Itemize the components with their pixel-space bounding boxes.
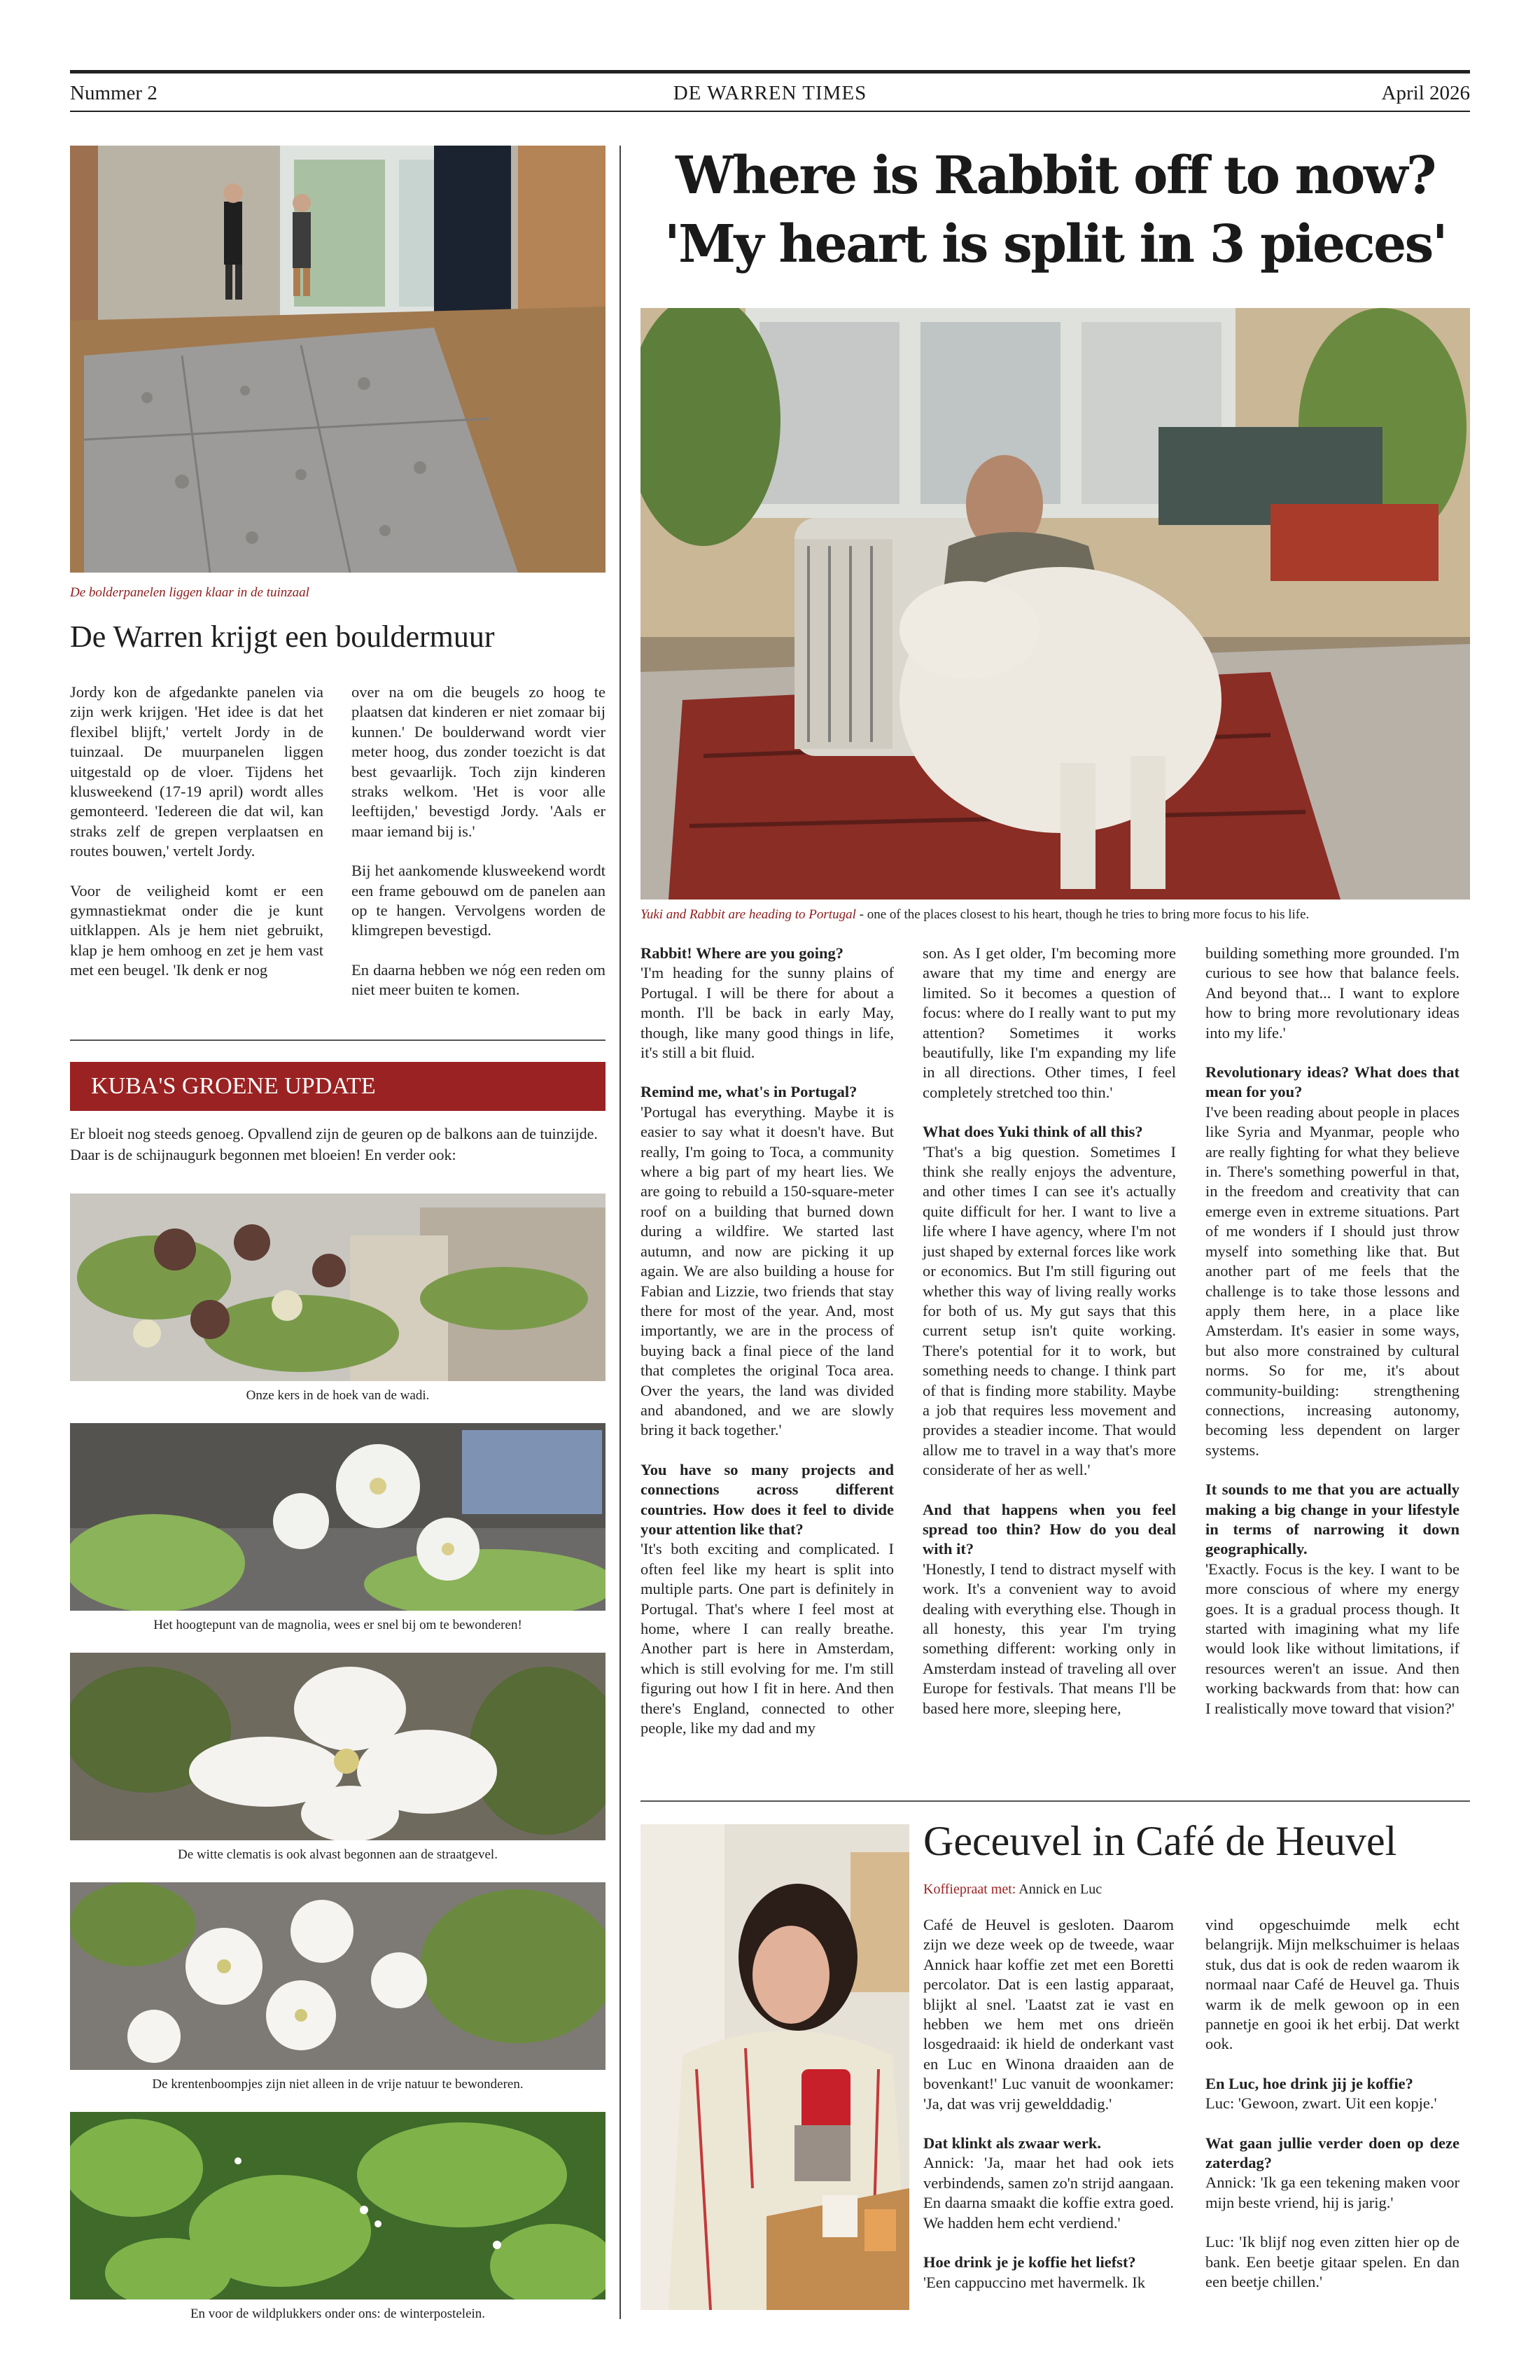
interview-block <box>640 944 894 1063</box>
interview-block <box>1205 2074 1460 2114</box>
kuba-intro: Er bloeit nog steeds genoeg. Opvallend zijn de geuren op de balkons aan de tuinzijde. Daar is de schijnaugurk begonnen met bloeien! En verder ook: <box>70 1125 598 1163</box>
paragraph: Voor de veiligheid komt er een gymnastiekmat onder die je kunt uitklappen. Als je hem niet gebruikt, klap je hem omhoog en zet je hem vast met een beugel. 'Ik denk er nog <box>70 881 323 979</box>
issue-number: Nummer 2 <box>70 82 158 104</box>
interview-block <box>923 1500 1176 1718</box>
boulder-column-1 <box>70 682 323 1000</box>
column-divider <box>620 146 621 2319</box>
interview-block <box>1205 1915 1460 2054</box>
interview-answer: vind opgeschuimde melk echt belangrijk. Mijn melkschuimer is helaas stuk, dus dat is ook de reden waarom ik normaal naar Café de Heuvel ga. Thuis warm ik de melk gewoon op in een pannetje en gooi ik het erbij. Dat werkt ook. <box>1205 1916 1460 2053</box>
masthead-top-rule <box>70 70 1470 74</box>
geceuvel-kicker <box>923 1882 1102 1898</box>
kuba-caption-1: Onze kers in de hoek van de wadi. <box>246 1388 430 1403</box>
annick-coffee-photo <box>640 1824 909 2310</box>
interview-answer: 'I'm heading for the sunny plains of Portugal. I will be there for about a month. I'll be back in early May, though, like many good things in life, it's still a bit fluid. <box>640 964 894 1062</box>
rabbit-headline-line-2: 'My heart is split in 3 pieces' <box>664 214 1446 274</box>
serviceberry-photo <box>70 1882 606 2070</box>
magnolia-blossom-photo <box>70 1423 606 1611</box>
paragraph: over na om die beugels zo hoog te plaatsen dat kinderen er niet zomaar bij kunnen.' De boulderwand wordt vier meter hoog, dus zonder toezicht is dat best gevaarlijk. Toch zijn kinderen straks welkom. 'Het is voor alle leeftijden,' bevestigd Jordy. 'Aals er maar iemand bij is.' <box>351 683 606 840</box>
interview-question: Rabbit! Where are you going? <box>640 944 844 962</box>
interview-question: And that happens when you feel spread too thin? How do you deal with it? <box>923 1500 1176 1558</box>
rabbit-and-dog-photo <box>640 308 1470 899</box>
interview-question: What does Yuki think of all this? <box>923 1123 1143 1141</box>
interview-question: You have so many projects and connections across different countries. How does it feel to divide your attention like that? <box>640 1460 894 1538</box>
interview-answer: 'Portugal has everything. Maybe it is easier to say what it doesn't have. But really, I'm going to Toca, a community where a big part of my heart lies. We are going to rebuild a 150-square-meter roof on a building that burned down during a wildfire. We started last autumn, and now are picking it up again. We are also building a house for Fabian and Lizzie, two friends that stay there for most of the year. And, most importantly, we are in the process of buying back a final piece of the land that completes the original Toca area. Over the years, the land was divided and abandoned, and we are slowly bring it back together.' <box>640 1102 894 1439</box>
kuba-caption-3: De witte clematis is ook alvast begonnen aan de straatgevel. <box>178 1847 498 1862</box>
interview-block <box>640 1082 894 1440</box>
interview-answer: Annick: 'Ik ga een tekening maken voor mijn beste vriend, hij is jarig.' <box>1205 2174 1460 2211</box>
newspaper-title: DE WARREN TIMES <box>673 82 867 104</box>
rabbit-headline <box>640 141 1470 279</box>
boulder-photo-caption: De bolderpanelen liggen klaar in de tuinzaal <box>70 585 309 600</box>
interview-answer: Luc: 'Ik blijf nog even zitten hier op de bank. Een beetje gitaar spelen. En dan een beetje chillen.' <box>1205 2233 1460 2291</box>
interview-block <box>1205 2232 1460 2292</box>
interview-answer: 'Honestly, I tend to distract myself with work. It's a convenient way to avoid dealing with everything else. Though in all honesty, this year I'm trying something different: working only in Amsterdam instead of traveling all over Europe for festivals. That means I'll be based here more, sleeping here, <box>923 1560 1176 1717</box>
rabbit-column-1 <box>640 944 894 1758</box>
rabbit-caption-rest: - one of the places closest to his heart, though he tries to bring more focus to his life. <box>855 907 1310 922</box>
boulder-column-2 <box>351 682 606 1020</box>
interview-block <box>923 1122 1176 1480</box>
interview-block <box>923 944 1176 1102</box>
interview-answer: 'Exactly. Focus is the key. I want to be more conscious of where my energy goes. It is a gradual process though. It started with imagining what my life would look like without limitations, if resources weren't an issue. And then working backwards from that: how can I realistically move toward that vision?' <box>1205 1560 1460 1717</box>
paragraph: Bij het aankomende klusweekend wordt een frame gebouwd om de panelen aan op te hangen. Vervolgens worden de klimgrepen bevestigd. <box>351 862 606 939</box>
interview-answer: I've been reading about people in places like Syria and Myanmar, people who are really fighting for what they believe in. There's something powerful in that, in the freedom and creativity that can emerge even in extreme situations. Part of me wonders if I should just throw myself into something like that. But another part of me feels that the challenge is to take those lessons and apply them here, in a place like Amsterdam. It's easier in some ways, but also more constrained by cultural norms. So for me, it's about community-building: strengthening connections, increasing autonomy, becoming less dependent on larger systems. <box>1205 1102 1460 1459</box>
interview-question: Revolutionary ideas? What does that mean for you? <box>1205 1063 1460 1101</box>
interview-answer: son. As I get older, I'm becoming more aware that my time and energy are limited. So it becomes a question of focus: where do I really want to put my attention? Sometimes it works beautifully, like I'm expanding my life in all directions. Other times, I feel completely stretched too thin.' <box>923 944 1176 1101</box>
interview-block <box>640 1460 894 1739</box>
interview-question: It sounds to me that you are actually making a big change in your lifestyle in terms of narrowing it down geographically. <box>1205 1480 1460 1558</box>
boulder-headline: De Warren krijgt een bouldermuur <box>70 620 495 654</box>
interview-question: Dat klinkt als zwaar werk. <box>923 2134 1101 2152</box>
interview-answer: Café de Heuvel is gesloten. Daarom zijn we deze week op de tweede, waar Annick haar koffie zet met een Boretti percolator. Dat is een lastig apparaat, blijkt al snel. 'Laatst zat ie vast en hebben we hem met ons drieën losgedraaid: ik hield de onderkant vast en Luc en Winona draaiden aan de bovenkant!' Luc vanuit de woonkamer: 'Ja, dat was vrij gewelddadig.' <box>923 1916 1174 2113</box>
kuba-caption-4: De krentenboompjes zijn niet alleen in de vrije natuur te bewonderen. <box>152 2077 524 2092</box>
rabbit-headline-line-1: Where is Rabbit off to now? <box>676 146 1435 206</box>
rabbit-caption-italic: Yuki and Rabbit are heading to Portugal <box>640 907 856 922</box>
paragraph: En daarna hebben we nóg een reden om niet meer buiten te komen. <box>351 960 606 999</box>
geceuvel-column-1 <box>923 1915 1174 2312</box>
left-section-divider <box>70 1040 606 1041</box>
interview-answer: Luc: 'Gewoon, zwart. Uit een kopje.' <box>1205 2094 1437 2113</box>
interview-answer: 'It's both exciting and complicated. I often feel like my heart is split into multiple parts. One part is definitely in Portugal. That's where I feel most at home, where I can really breathe. Another part is here in Amsterdam, which is still evolving for me. I'm still figuring out how I fit in here. And then there's England, connected to other people, like my dad and my <box>640 1540 894 1737</box>
boulder-panels-photo <box>70 146 606 573</box>
interview-block <box>923 1915 1174 2114</box>
kuba-banner: KUBA'S GROENE UPDATE <box>70 1062 606 1111</box>
issue-date: April 2026 <box>1381 82 1470 104</box>
interview-question: Hoe drink je je koffie het liefst? <box>923 2253 1136 2272</box>
interview-answer: building something more grounded. I'm curious to see how that balance feels. And beyond that... I want to explore how to bring more revolutionary ideas into my life.' <box>1205 944 1460 1042</box>
interview-block <box>923 2253 1174 2292</box>
geceuvel-column-2 <box>1205 1915 1460 2312</box>
winter-purslane-photo <box>70 2112 606 2300</box>
right-section-divider <box>640 1800 1470 1802</box>
interview-block <box>923 2134 1174 2233</box>
interview-question: Remind me, what's in Portugal? <box>640 1083 858 1101</box>
interview-answer: Annick: 'Ja, maar het had ook iets verbindends, samen zo'n strijd aangaan. En daarna smaakt die koffie extra goed. We hadden hem echt verdiend.' <box>923 2154 1174 2232</box>
kuba-caption-5: En voor de wildplukkers onder ons: de winterpostelein. <box>190 2306 486 2321</box>
rabbit-column-3 <box>1205 944 1460 1738</box>
kicker-label: Koffiepraat met: <box>923 1882 1016 1897</box>
interview-answer: 'That's a big question. Sometimes I think she really enjoys the adventure, and other times I can see it's actually quite difficult for her. I want to live a life where I have agency, where I'm not just shaped by external forces like work or economics. But I'm still figuring out whether this way of living really works for both of us. My gut says that this current setup isn't quite working. There's potential for it to work, but something needs to change. I think part of that is finding more stability. Maybe a job that requires less movement and provides a steadier income. That would allow me to travel in a way that's more considerate of her as well.' <box>923 1142 1176 1479</box>
rabbit-column-2 <box>923 944 1176 1738</box>
clematis-photo <box>70 1653 606 1840</box>
masthead-bottom-rule <box>70 111 1470 112</box>
paragraph: Jordy kon de afgedankte panelen via zijn werk krijgen. 'Het idee is dat het flexibel blijft,' vertelt Jordy in de tuinzaal. De muurpanelen liggen uitgestald op de vloer. Tijdens het klusweekend (17-19 april) wordt alles gemonteerd. 'Iedereen die dat wil, kan straks zelf de grepen verplaatsen en routes bouwen,' vertelt Jordy. <box>70 683 323 860</box>
interview-question: Wat gaan jullie verder doen op deze zaterdag? <box>1205 2134 1460 2172</box>
interview-question: En Luc, hoe drink jij je koffie? <box>1205 2074 1413 2092</box>
geceuvel-headline: Geceuvel in Café de Heuvel <box>923 1818 1397 1864</box>
cherry-photo <box>70 1194 606 1381</box>
interview-block <box>1205 944 1460 1043</box>
interview-block <box>1205 2134 1460 2213</box>
interview-block <box>1205 1063 1460 1460</box>
rabbit-photo-caption <box>640 907 1309 923</box>
interview-answer: 'Een cappuccino met havermelk. Ik <box>923 2273 1146 2291</box>
kuba-caption-2: Het hoogtepunt van de magnolia, wees er snel bij om te bewonderen! <box>153 1618 522 1632</box>
kicker-names: Annick en Luc <box>1016 1882 1102 1897</box>
interview-block <box>1205 1480 1460 1718</box>
